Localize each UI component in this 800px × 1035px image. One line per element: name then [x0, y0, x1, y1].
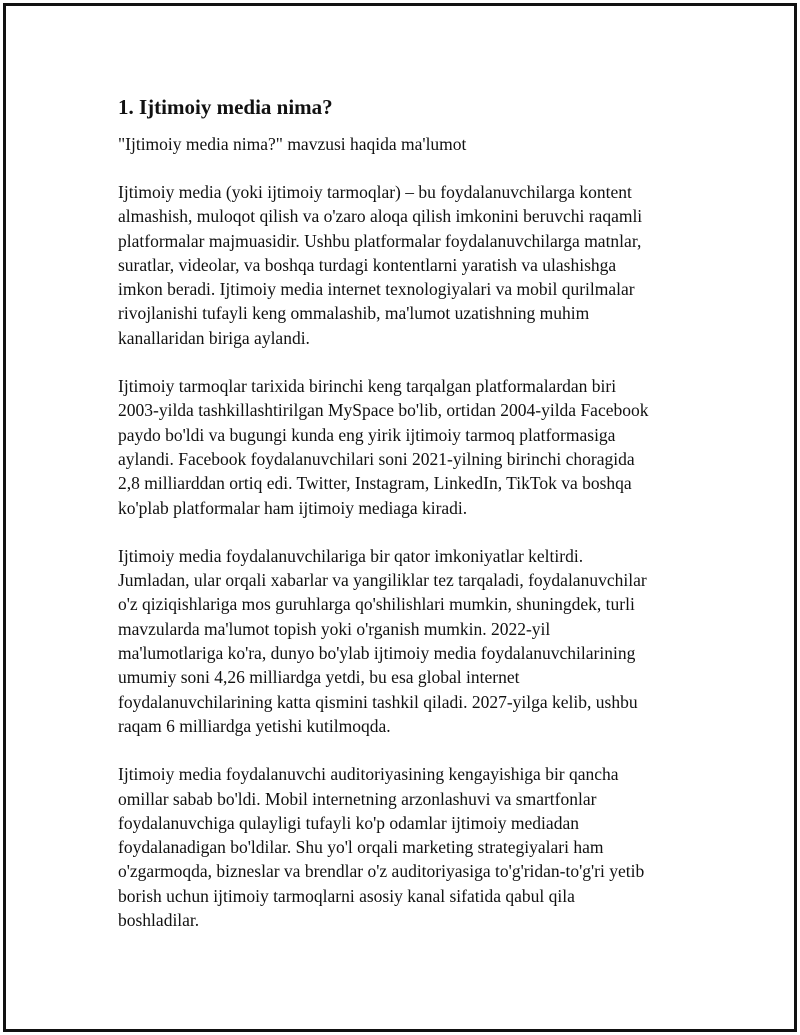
text-line: aylandi. Facebook foydalanuvchilari soni 2021-yilning birinchi choragida [118, 448, 635, 469]
document-title: 1. Ijtimoiy media nima? [118, 95, 333, 119]
text-line: foydalanadigan bo'ldilar. Shu yo'l orqali marketing strategiyalari ham [118, 837, 604, 858]
text-line: Ijtimoiy media foydalanuvchi auditoriyasining kengayishiga bir qancha [118, 764, 619, 785]
text-line: Ijtimoiy media (yoki ijtimoiy tarmoqlar) – bu foydalanuvchilarga kontent [118, 182, 632, 202]
text-line: Jumladan, ular orqali xabarlar va yangiliklar tez tarqaladi, foydalanuvchilar [118, 570, 647, 591]
text-line: rivojlanishi tufayli keng ommalashib, ma'lumot uzatishning muhim [118, 303, 590, 324]
text-line: Ijtimoiy media foydalanuvchilariga bir qator imkoniyatlar keltirdi. [118, 545, 584, 566]
paragraph [118, 762, 688, 932]
text-line: suratlar, videolar, va boshqa turdagi kontentlarni yaratish va ulashishga [118, 254, 617, 275]
text-line: foydalanuvchilarining katta qismini tashkil qiladi. 2027-yilga kelib, ushbu [118, 691, 638, 712]
text-line: o'zgarmoqda, bizneslar va brendlar o'z auditoriyasiga to'g'ridan-to'g'ri yetib [118, 861, 645, 882]
text-line: ko'plab platformalar ham ijtimoiy mediaga kiradi. [118, 497, 468, 518]
text-line: imkon beradi. Ijtimoiy media internet texnologiyalari va mobil qurilmalar [118, 279, 635, 300]
text-line: borish uchun ijtimoiy tarmoqlarni asosiy kanal sifatida qabul qila [118, 885, 575, 906]
text-line: platformalar majmuasidir. Ushbu platformalar foydalanuvchilarga matnlar, [118, 230, 642, 251]
text-line: Ijtimoiy tarmoqlar tarixida birinchi keng tarqalgan platformalardan biri [118, 376, 617, 397]
text-line: 2003-yilda tashkillashtirilgan MySpace bo'lib, ortidan 2004-yilda Facebook [118, 400, 649, 421]
text-line: raqam 6 milliardga yetishi kutilmoqda. [118, 715, 391, 736]
text-line: foydalanuvchiga qulayligi tufayli ko'p odamlar ijtimoiy mediadan [118, 812, 579, 833]
text-line: 2,8 milliarddan ortiq edi. Twitter, Instagram, LinkedIn, TikTok va boshqa [118, 473, 632, 494]
paragraph [118, 180, 688, 350]
text-line: o'z qiziqishlariga mos guruhlarga qo'shilishlari mumkin, shuningdek, turli [118, 594, 635, 615]
text-line: paydo bo'ldi va bugungi kunda eng yirik ijtimoiy tarmoq platformasiga [118, 424, 616, 445]
paragraph [118, 374, 688, 520]
text-line: mavzularda ma'lumot topish yoki o'rganish mumkin. 2022-yil [118, 618, 551, 639]
text-line: kanallaridan biriga aylandi. [118, 327, 310, 348]
text-line: omillar sabab bo'ldi. Mobil internetning arzonlashuvi va smartfonlar [118, 788, 597, 809]
paragraph [118, 544, 688, 738]
text-line: almashish, muloqot qilish va o'zaro aloqa qilish imkonini beruvchi raqamli [118, 206, 643, 227]
text-line: umumiy soni 4,26 milliardga yetdi, bu esa global internet [118, 667, 520, 688]
text-line: ma'lumotlariga ko'ra, dunyo bo'ylab ijtimoiy media foydalanuvchilarining [118, 643, 636, 664]
text-line: boshladilar. [118, 910, 200, 931]
document-subtitle: "Ijtimoiy media nima?" mavzusi haqida ma'lumot [118, 134, 467, 154]
document-body [118, 94, 688, 956]
